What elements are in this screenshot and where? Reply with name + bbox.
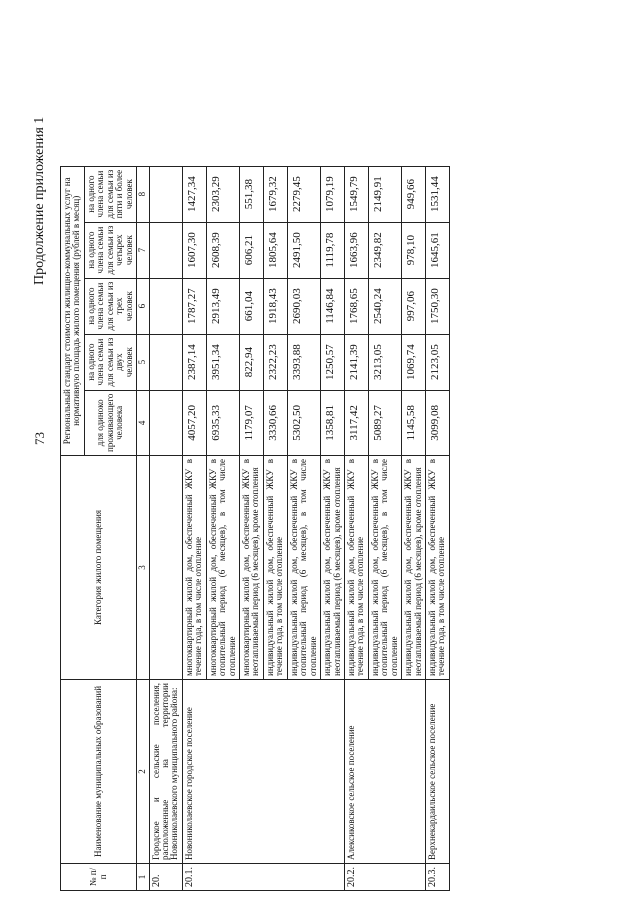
value-cell: 2141,39 <box>344 334 368 390</box>
value-cell: 1079,19 <box>321 166 345 222</box>
value-cell: 661,04 <box>240 278 264 334</box>
value-cell: 6935,33 <box>206 390 239 455</box>
page-number: 73 <box>32 432 47 445</box>
header-municipality: Наименование муниципальных образований <box>61 680 137 864</box>
group-no: 20.2. <box>344 864 425 891</box>
value-cell: 2387,14 <box>182 334 206 390</box>
value-cell: 2913,49 <box>206 278 239 334</box>
table-row <box>426 166 450 890</box>
value-cell: 3213,05 <box>368 334 401 390</box>
value-cell: 1427,34 <box>182 166 206 222</box>
value-cell: 1119,78 <box>321 222 345 278</box>
value-cell: 2123,05 <box>426 334 450 390</box>
group-name: Алексиковское сельское поселение <box>344 680 425 864</box>
continuation-label: Продолжение приложения 1 <box>32 116 47 285</box>
value-cell: 1607,30 <box>182 222 206 278</box>
value-cell: 2608,39 <box>206 222 239 278</box>
value-cell: 2690,03 <box>287 278 320 334</box>
value-cell: 1805,64 <box>263 222 287 278</box>
column-number: 3 <box>137 456 149 680</box>
category-cell: индивидуальный жилой дом, обеспеченный ЖКУ в течение года, в том числе отопление <box>344 456 368 680</box>
value-cell: 1918,43 <box>263 278 287 334</box>
value-cell: 1250,57 <box>321 334 345 390</box>
header-c4: для одиноко проживающего человека <box>84 390 136 455</box>
value-cell: 551,38 <box>240 166 264 222</box>
column-number: 2 <box>137 680 149 864</box>
value-cell: 5089,27 <box>368 390 401 455</box>
column-number-row <box>137 166 149 890</box>
value-cell: 2149,91 <box>368 166 401 222</box>
rotated-page <box>0 15 640 905</box>
value-cell: 1768,65 <box>344 278 368 334</box>
group-no: 20.3. <box>426 864 450 891</box>
value-cell: 2349,82 <box>368 222 401 278</box>
category-cell: индивидуальный жилой дом, обеспеченный ЖКУ в отопительный период (6 месяцев), в том числе отопление <box>287 456 320 680</box>
category-cell: индивидуальный жилой дом, обеспеченный ЖКУ в течение года, в том числе отопление <box>426 456 450 680</box>
value-cell: 949,66 <box>402 166 426 222</box>
value-cell: 5302,50 <box>287 390 320 455</box>
value-cell: 1663,96 <box>344 222 368 278</box>
value-cell: 1358,81 <box>321 390 345 455</box>
column-number: 6 <box>137 278 149 334</box>
category-cell: индивидуальный жилой дом, обеспеченный ЖКУ в течение года, в том числе отопление <box>263 456 287 680</box>
value-cell: 822,94 <box>240 334 264 390</box>
column-number: 7 <box>137 222 149 278</box>
value-cell: 3099,08 <box>426 390 450 455</box>
section-name: Городское и сельские поселения, расположенные на территории Новониколаевского муниципального района: <box>149 680 182 864</box>
category-cell: многоквартирный жилой дом, обеспеченный ЖКУ в отопительный период (6 месяцев), в том числе отопление <box>206 456 239 680</box>
header-standard-group: Региональный стандарт стоимости жилищно-коммунальных услуг на нормативную площадь жилого помещения (рублей в месяц) <box>61 166 85 455</box>
value-cell: 2279,45 <box>287 166 320 222</box>
section-row <box>149 166 182 890</box>
header-c7: на одного члена семьи для семьи из четырех человек <box>84 222 136 278</box>
category-cell: индивидуальный жилой дом, обеспеченный ЖКУ в отопительный период (6 месяцев), в том числе отопление <box>368 456 401 680</box>
value-cell: 2322,23 <box>263 334 287 390</box>
group-name: Новониколаевское городское поселение <box>182 680 344 864</box>
group-no: 20.1. <box>182 864 344 891</box>
header-c6: на одного члена семьи для семьи из трех человек <box>84 278 136 334</box>
category-cell: индивидуальный жилой дом, обеспеченный ЖКУ в неотапливаемый период (6 месяцев), кроме отопления <box>402 456 426 680</box>
header-no: № п/п <box>61 864 137 891</box>
category-cell: индивидуальный жилой дом, обеспеченный ЖКУ в неотапливаемый период (6 месяцев), кроме отопления <box>321 456 345 680</box>
header-c5: на одного члена семьи для семьи из двух человек <box>84 334 136 390</box>
value-cell: 1549,79 <box>344 166 368 222</box>
category-cell: многоквартирный жилой дом, обеспеченный ЖКУ в течение года, в том числе отопление <box>182 456 206 680</box>
group-name: Верхнекардаильское сельское поселение <box>426 680 450 864</box>
value-cell: 1179,07 <box>240 390 264 455</box>
column-number: 1 <box>137 864 149 891</box>
column-number: 4 <box>137 390 149 455</box>
value-cell: 1069,74 <box>402 334 426 390</box>
header-category: Категория жилого помещения <box>61 456 137 680</box>
value-cell: 1645,61 <box>426 222 450 278</box>
value-cell: 1787,27 <box>182 278 206 334</box>
table-row <box>182 166 206 890</box>
table-row <box>344 166 368 890</box>
value-cell: 1750,30 <box>426 278 450 334</box>
column-number: 5 <box>137 334 149 390</box>
category-cell: многоквартирный жилой дом, обеспеченный ЖКУ в неотапливаемый период (6 месяцев), кроме отопления <box>240 456 264 680</box>
value-cell: 1679,32 <box>263 166 287 222</box>
standards-table <box>60 166 450 891</box>
value-cell: 1145,58 <box>402 390 426 455</box>
value-cell: 606,21 <box>240 222 264 278</box>
value-cell: 2540,24 <box>368 278 401 334</box>
column-number: 8 <box>137 166 149 222</box>
value-cell: 1531,44 <box>426 166 450 222</box>
value-cell: 978,10 <box>402 222 426 278</box>
value-cell: 1146,84 <box>321 278 345 334</box>
value-cell: 997,06 <box>402 278 426 334</box>
value-cell: 4057,20 <box>182 390 206 455</box>
value-cell: 2491,50 <box>287 222 320 278</box>
value-cell: 2303,29 <box>206 166 239 222</box>
value-cell: 3951,34 <box>206 334 239 390</box>
header-c8: на одного члена семьи для семьи из пяти и более человек <box>84 166 136 222</box>
value-cell: 3117,42 <box>344 390 368 455</box>
section-no: 20. <box>149 864 182 891</box>
value-cell: 3393,88 <box>287 334 320 390</box>
value-cell: 3330,66 <box>263 390 287 455</box>
